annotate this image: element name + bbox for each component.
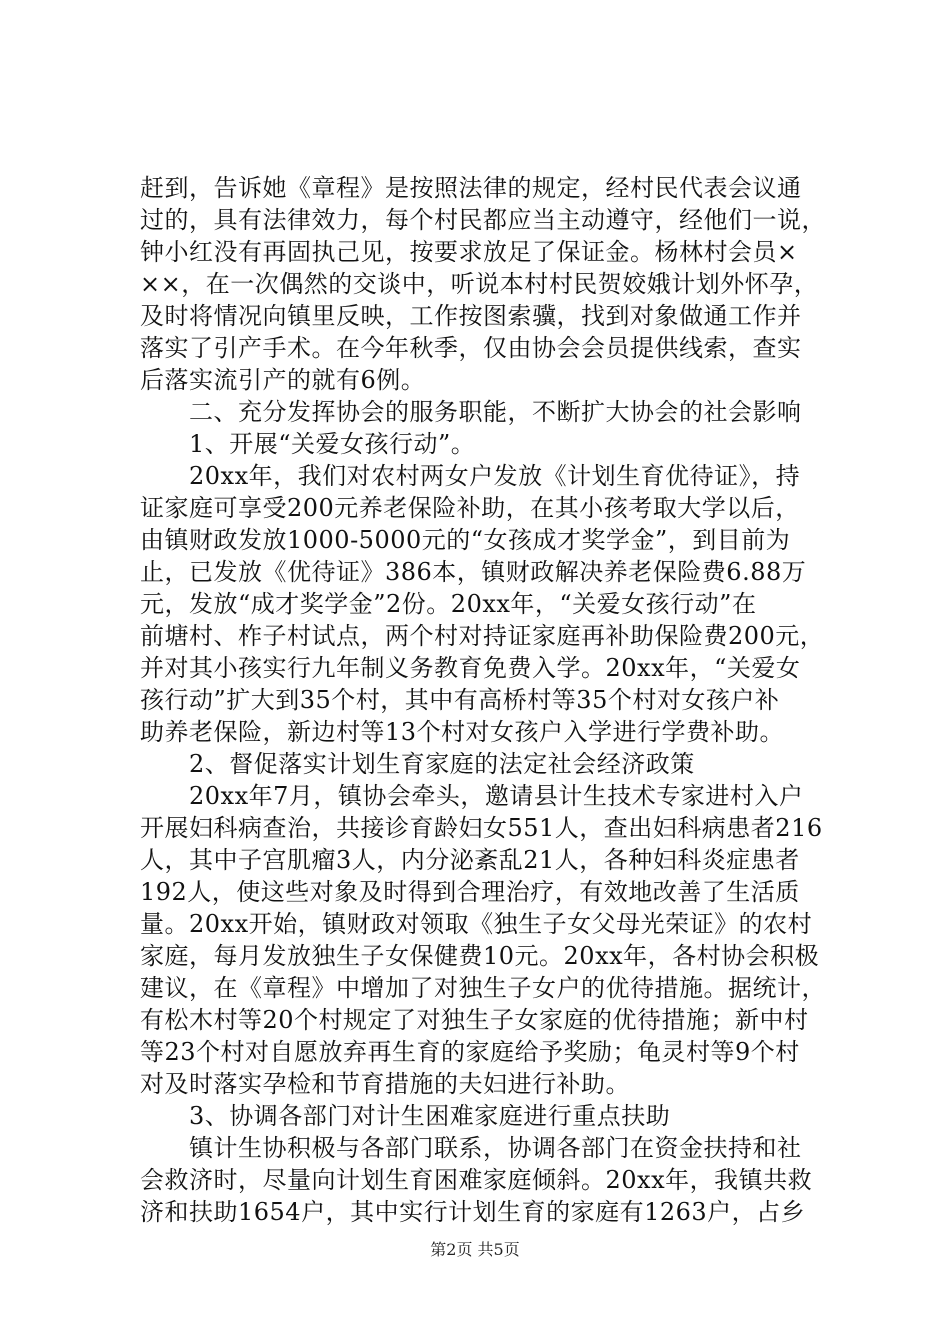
text-line: 孩行动”扩大到35个村，其中有高桥村等35个村对女孩户补 [140, 686, 780, 714]
text-line: 由镇财政发放1000-5000元的“女孩成才奖学金”，到目前为 [140, 526, 791, 554]
text-line: 赶到，告诉她《章程》是按照法律的规定，经村民代表会议通 [140, 174, 802, 202]
text-line: 有松木村等20个村规定了对独生子女家庭的优待措施；新中村 [140, 1006, 809, 1034]
text-line: 等23个村对自愿放弃再生育的家庭给予奖励；龟灵村等9个村 [140, 1038, 800, 1066]
text-line: 及时将情况向镇里反映，工作按图索骥，找到对象做通工作并 [140, 302, 802, 330]
text-line: 对及时落实孕检和节育措施的夫妇进行补助。 [140, 1070, 630, 1098]
subsection-heading: 3、协调各部门对计生困难家庭进行重点扶助 [140, 1102, 671, 1130]
text-line: ××，在一次偶然的交谈中，听说本村村民贺姣娥计划外怀孕， [140, 270, 819, 298]
page-footer [0, 1240, 950, 1260]
text-line: 量。20xx开始，镇财政对领取《独生子女父母光荣证》的农村 [140, 910, 813, 938]
body-text [140, 172, 830, 1228]
text-line: 并对其小孩实行九年制义务教育免费入学。20xx年，“关爱女 [140, 654, 801, 682]
text-line: 建议，在《章程》中增加了对独生子女户的优待措施。据统计， [140, 974, 826, 1002]
text-line: 镇计生协积极与各部门联系，协调各部门在资金扶持和社 [140, 1134, 802, 1162]
text-line: 人，其中子宫肌瘤3人，内分泌紊乱21人，各种妇科炎症患者 [140, 846, 800, 874]
page-number-label: 第2页 共5页 [430, 1240, 520, 1259]
text-line: 后落实流引产的就有6例。 [140, 366, 426, 394]
text-line: 止，已发放《优待证》386本，镇财政解决养老保险费6.88万 [140, 558, 807, 586]
text-line: 开展妇科病查治，共接诊育龄妇女551人，查出妇科病患者216 [140, 814, 823, 842]
text-line: 192人，使这些对象及时得到合理治疗，有效地改善了生活质 [140, 878, 800, 906]
text-line: 钟小红没有再固执己见，按要求放足了保证金。杨林村会员× [140, 238, 798, 266]
text-line: 元，发放“成才奖学金”2份。20xx年，“关爱女孩行动”在 [140, 590, 757, 618]
section-heading: 二、充分发挥协会的服务职能，不断扩大协会的社会影响 [140, 398, 802, 426]
text-line: 20xx年7月，镇协会牵头，邀请县计生技术专家进村入户 [140, 782, 804, 810]
document-body [140, 172, 830, 1228]
text-line: 济和扶助1654户，其中实行计划生育的家庭有1263户，占乡 [140, 1198, 806, 1226]
subsection-heading: 1、开展“关爱女孩行动”。 [140, 430, 476, 458]
text-line: 前塘村、柞子村试点，两个村对持证家庭再补助保险费200元， [140, 622, 825, 650]
text-line: 家庭，每月发放独生子女保健费10元。20xx年，各村协会积极 [140, 942, 820, 970]
text-line: 过的，具有法律效力，每个村民都应当主动遵守，经他们一说， [140, 206, 826, 234]
text-line: 20xx年，我们对农村两女户发放《计划生育优待证》，持 [140, 462, 801, 490]
text-line: 助养老保险，新边村等13个村对女孩户入学进行学费补助。 [140, 718, 785, 746]
text-line: 证家庭可享受200元养老保险补助，在其小孩考取大学以后， [140, 494, 800, 522]
text-line: 落实了引产手术。在今年秋季，仅由协会会员提供线索，查实 [140, 334, 802, 362]
subsection-heading: 2、督促落实计划生育家庭的法定社会经济政策 [140, 750, 695, 778]
text-line: 会救济时，尽量向计划生育困难家庭倾斜。20xx年，我镇共救 [140, 1166, 813, 1194]
